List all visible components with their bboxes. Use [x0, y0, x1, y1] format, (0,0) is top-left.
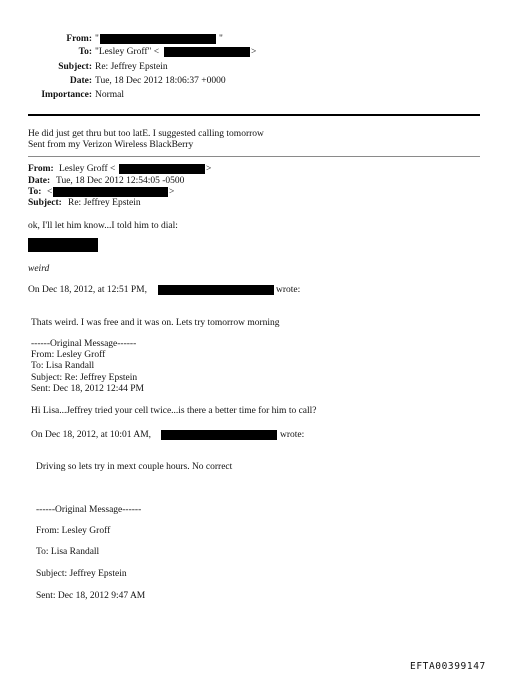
wrote2-prefix: On Dec 18, 2012, at 10:01 AM, — [31, 430, 152, 440]
orig2-to: To: Lisa Randall — [36, 547, 100, 557]
orig2-sent: Sent: Dec 18, 2012 9:47 AM — [36, 591, 146, 601]
orig1-sent: Sent: Dec 18, 2012 12:44 PM — [31, 384, 144, 394]
importance-value: Normal — [95, 90, 125, 100]
msg2-from-label: From: — [28, 164, 54, 174]
wrote2-suffix: wrote: — [280, 430, 305, 440]
msg2-subject-label: Subject: — [28, 198, 62, 208]
body-line-1: He did just get thru but too latE. I suggested calling tomorrow — [28, 129, 264, 139]
body-line-2: Sent from my Verizon Wireless BlackBerry — [28, 140, 194, 150]
msg2-weird: weird — [28, 264, 50, 274]
msg2-from-suffix: > — [206, 164, 212, 174]
msg2-subject-value: Re: Jeffrey Epstein — [68, 198, 141, 208]
msg2-to-value: < — [47, 187, 53, 197]
from-quote-close: " — [219, 34, 223, 44]
orig1-text: Hi Lisa...Jeffrey tried your cell twice...is there a better time for him to call? — [31, 406, 317, 416]
msg2-from-value: Lesley Groff < — [59, 164, 116, 174]
redaction-dial-number — [28, 238, 98, 252]
to-value: "Lesley Groff" < — [95, 47, 160, 57]
redaction-wrote1 — [158, 285, 274, 295]
redaction-to — [164, 47, 250, 57]
orig1-from: From: Lesley Groff — [31, 350, 106, 360]
msg2-to-suffix: > — [169, 187, 175, 197]
orig2-subject: Subject: Jeffrey Epstein — [36, 569, 127, 579]
subject-label: Subject: — [58, 62, 92, 72]
orig2-from: From: Lesley Groff — [36, 526, 111, 536]
to-value-suffix: > — [251, 47, 257, 57]
date-value: Tue, 18 Dec 2012 18:06:37 +0000 — [95, 76, 226, 86]
subject-value: Re: Jeffrey Epstein — [95, 62, 168, 72]
orig2-header: ------Original Message------ — [36, 505, 142, 515]
date-label: Date: — [69, 76, 92, 86]
reply1-text: Thats weird. I was free and it was on. Lets try tomorrow morning — [31, 318, 280, 328]
from-quote-open: " — [95, 34, 99, 44]
msg2-date-label: Date: — [28, 176, 51, 186]
orig1-header: ------Original Message------ — [31, 339, 137, 349]
msg2-date-value: Tue, 18 Dec 2012 12:54:05 -0500 — [56, 176, 185, 186]
redaction-wrote2 — [161, 430, 277, 440]
msg2-to-label: To: — [28, 187, 42, 197]
to-label: To: — [78, 47, 92, 57]
document-id: EFTA00399147 — [410, 661, 486, 672]
wrote1-prefix: On Dec 18, 2012, at 12:51 PM, — [28, 285, 148, 295]
msg2-text: ok, I'll let him know...I told him to dial: — [28, 221, 178, 231]
header-divider — [28, 114, 480, 116]
orig1-subject: Subject: Re: Jeffrey Epstein — [31, 373, 138, 383]
wrote1-suffix: wrote: — [276, 285, 301, 295]
from-label: From: — [66, 34, 92, 44]
redaction-msg2-to — [53, 187, 168, 197]
redaction-msg2-from — [119, 164, 205, 174]
redaction-from — [100, 34, 216, 44]
importance-label: Importance: — [41, 90, 92, 100]
message-divider — [28, 156, 480, 157]
reply2-text: Driving so lets try in mext couple hours. No correct — [36, 462, 233, 472]
orig1-to: To: Lisa Randall — [31, 361, 95, 371]
